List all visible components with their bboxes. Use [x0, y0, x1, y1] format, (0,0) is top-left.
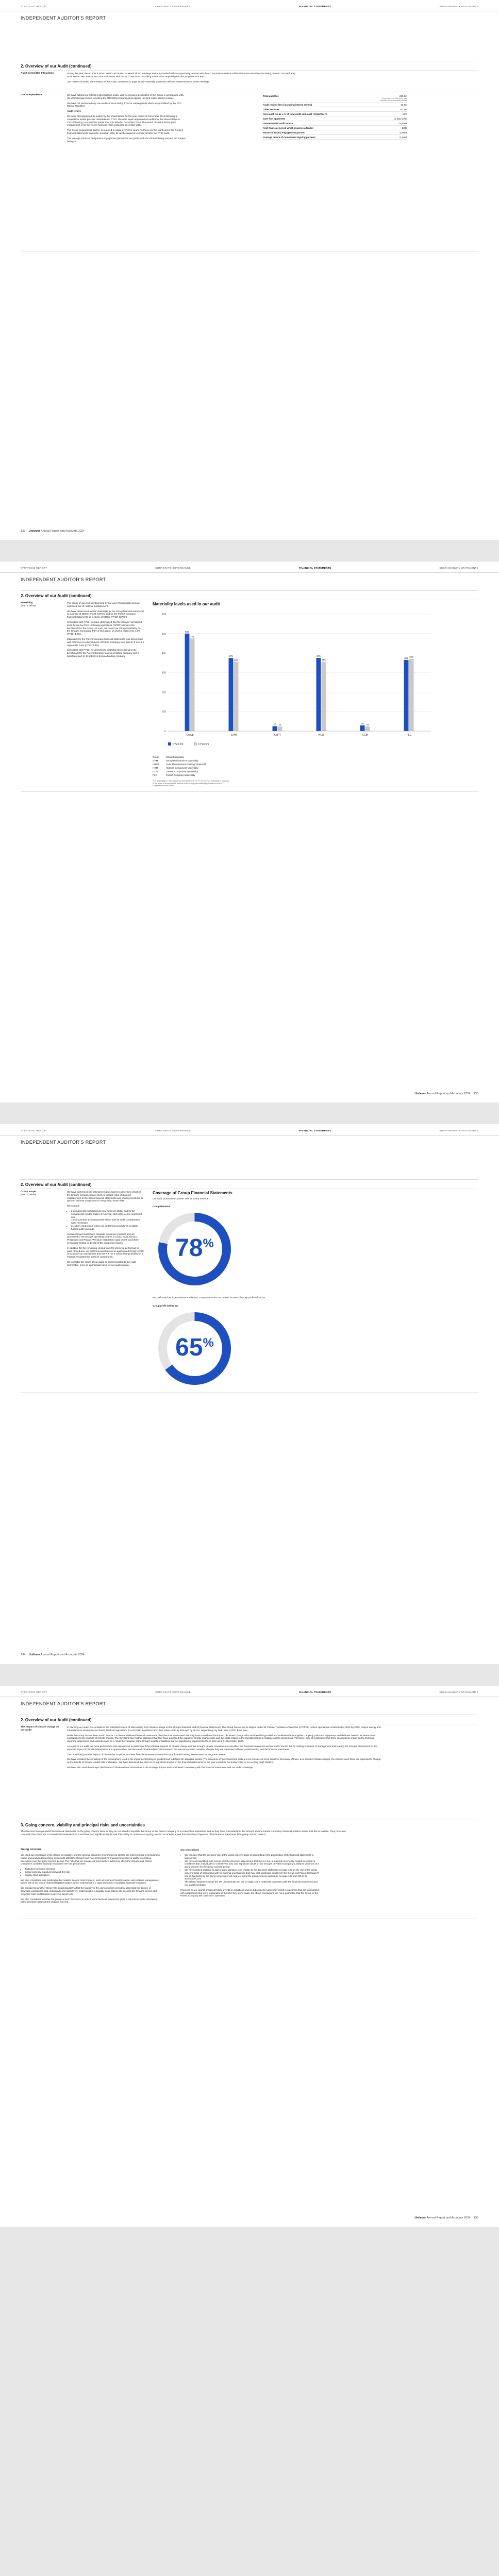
donut2-intro: We performed audit procedures in relation to components that accounted for 65% of Group profit before tax: — [153, 1296, 266, 1299]
legend-entry: HCM Highest Component Materiality — [153, 767, 198, 769]
page-title: INDEPENDENT AUDITOR'S REPORT — [21, 1140, 106, 1145]
legend-swatch — [194, 742, 197, 745]
conclusions-text: • We consider that the directors' use of the going concern basis of accounting in the preparation of the financial statements is appropriate; • We have not identified, and concur with the directors' assessment that there is not, a material uncertainty related to events or conditions that, individually or collectively, may cast significant doubt on the Group's or Parent Company's ability to continue as a going concern for the going concern period; • We have nothing material to add or draw attention to in relation to the directors' statement on page 120 on the use of the going concern basis of accounting with no material uncertainties that may cast significant doubt over the Group and Parent Company's use of that basis for the going concern period, and we found the going concern disclosure on page 142 and 155 to be acceptable; and • The related statement under the UK Listing Rules set out on page 120 is materially consistent with the financial statements and our audit knowledge. However, as we cannot predict all future events or conditions and as subsequent events may result in outcomes that are inconsistent with judgements that were reasonable at the time they were made, the above conclusions are not a guarantee that the Group or the Parent Company will continue in operation. — [180, 1854, 320, 1900]
chart-legend-abbreviations — [153, 755, 206, 777]
audit-committee-text: During the year, the AC met 9 times. KPMG are invited to attend all AC meetings and are provided with an opportunity to meet with the AC in private sessions without the Executive Directors being present. For each Key Audit Matter, we have set out communications with the AC in section 4, including matters that required particular judgement for each. The matters included in the Report of the Audit Committee on page 86 are materially consistent with our observations of those meetings. — [67, 72, 295, 83]
divider — [21, 1179, 478, 1180]
nav-corporate-governance[interactable]: CORPORATE GOVERNANCE — [155, 567, 191, 569]
bar-group-fy23 — [190, 638, 195, 731]
legend-entry: AMPT Audit Misstatement Posting Threshold — [153, 763, 206, 766]
y-tick-label: 0 — [164, 730, 166, 733]
fee-row: Average tenure of component signing partners 2 years — [263, 135, 407, 139]
nav-sustainability-statements[interactable]: SUSTAINABILITY STATEMENTS — [439, 567, 478, 569]
page-title: INDEPENDENT AUDITOR'S REPORT — [21, 1701, 106, 1706]
legend-label: FY23 €m — [198, 743, 209, 746]
bar-gpm-fy23 — [234, 662, 239, 731]
page-footer: 134 Unilever Annual Report and Accounts 2024 — [21, 1653, 85, 1656]
conclusion-bullets: • We consider that the directors' use of the going concern basis of accounting in the preparation of the financial statements is appropriate; • We have not identified, and concur with the directors' assessment that there is not, a material uncertainty related to events or conditions that, individually or collectively, may cast significant doubt on the Group's or Parent Company's ability to continue as a going concern for the going concern period; • We have nothing material to add or draw attention to in relation to the directors' statement on page 120 on the use of the going concern basis of accounting with no material uncertainties that may cast significant doubt over the Group and Parent Company's use of that basis for the going concern period, and we found the going concern disclosure on page 142 and 155 to be acceptable; and • The related statement under the UK Listing Rules set out on page 120 is materially consistent with the financial statements and our audit knowledge. — [185, 1854, 320, 1887]
nav-financial-statements[interactable]: FINANCIAL STATEMENTS — [298, 567, 331, 569]
data-label: 355 — [322, 658, 326, 662]
report-page-132 — [0, 0, 499, 540]
row-label-audit-committee: Audit Committee Interaction — [21, 72, 54, 75]
data-label: 375 — [229, 655, 233, 658]
row-label-independence: Our independence — [21, 94, 43, 96]
chart-title: Materiality levels used in our audit — [153, 602, 220, 606]
donut2-label: Group profit before tax — [153, 1304, 179, 1307]
bar-lcm-fy23 — [365, 726, 370, 731]
data-label: 25 — [273, 723, 276, 726]
independence-text: We have fulfilled our ethical responsibilities under, and we remain independent of the Group in accordance with, UK ethical requirements including the FRC Ethical Standard as applied to listed public interest entities. We have not performed any non-audit services during FY24 or subsequently which are prohibited by the FRC Ethical Standard. Audit tenure We were first appointed as auditor by the shareholders for the year ended 31 December 2014 following a competitive tender process undertaken in FY13. We were again appointed as auditor by the shareholders in FY22 following a competitive tender that concluded in December 2020. The period of total uninterrupted engagement is for the eleven financial years ended 31 December 2024. The Group engagement partner is required to rotate every five years. As these are the fourth set of the Group's financial statements signed by Jonathan Mills, he will be required to rotate off after the FY25 audit. The average tenure of component engagement partners is two years, with the shortest being one and the longest being six. — [67, 94, 186, 143]
top-navigation — [0, 1129, 499, 1136]
x-tick-label: AMPT — [274, 734, 281, 737]
row-label-group-scope: Group scope (item 7 below) — [21, 1191, 37, 1196]
scope-bullets: • 2 components introduced as new (Unilever Malta) and for 52 components (United States of America) and at the centre significant risk. • 13 components as components where special audit consideration were necessary. • 21 other components where we performed procedures to obtain further audit coverage. — [71, 1210, 144, 1231]
section3-intro: The Directors have prepared the financial statements on the going concern basis as they do not intend to liquidate the Group or the Parent Company or to cease their operations, and as they have concluded that the Group's and the Parent Company's financial position means that this is realistic. They have also concluded that there are no material uncertainties that could have cast significant doubt over their ability to continue as a going concern for at least a year from the date of approval of the financial statements ('the going concern period'). — [21, 1830, 346, 1836]
y-tick-label: 500 — [161, 632, 166, 636]
nav-sustainability-statements[interactable]: SUSTAINABILITY STATEMENTS — [439, 5, 478, 8]
fee-row: Other services €1.6m — [263, 108, 407, 111]
profit-before-tax-donut — [155, 1309, 235, 1388]
nav-corporate-governance[interactable]: CORPORATE GOVERNANCE — [155, 5, 191, 8]
data-label: 356 — [234, 658, 238, 662]
nav-sustainability-statements[interactable]: SUSTAINABILITY STATEMENTS — [439, 1691, 478, 1693]
fee-row: Tenure of Group engagement partner 4 years — [263, 131, 407, 134]
divider — [21, 590, 478, 591]
x-tick-label: Group — [186, 734, 194, 737]
nav-strategic-report[interactable]: STRATEGIC REPORT — [21, 1129, 47, 1132]
bar-plc-fy23 — [409, 659, 414, 731]
section-heading: 2. Overview of our Audit (continued) — [21, 64, 92, 69]
donut1-label: Group Revenue — [153, 1205, 171, 1208]
report-page-135 — [0, 1686, 499, 2227]
y-tick-label: 600 — [161, 613, 166, 616]
x-tick-label: PLC — [406, 734, 412, 737]
report-page-133 — [0, 562, 499, 1103]
bar-hcm-fy23 — [322, 662, 326, 731]
page-title: INDEPENDENT AUDITOR'S REPORT — [21, 15, 106, 21]
nav-financial-statements[interactable]: FINANCIAL STATEMENTS — [298, 5, 331, 8]
nav-strategic-report[interactable]: STRATEGIC REPORT — [21, 5, 47, 8]
fee-row: Total audit fee €39.8m There were no prior year fees included within the tables below — [263, 94, 407, 101]
group-revenue-donut — [155, 1209, 235, 1289]
data-label: 24 — [278, 723, 281, 726]
materiality-bar-chart — [153, 610, 441, 752]
section-heading: 2. Overview of our Audit (continued) — [21, 1718, 92, 1722]
data-label: 500 — [185, 630, 189, 633]
y-tick-label: 400 — [161, 652, 166, 655]
nav-strategic-report[interactable]: STRATEGIC REPORT — [21, 1691, 47, 1693]
data-label: 375 — [317, 655, 321, 658]
fee-row: Next financial period which requires a tender 2034 — [263, 126, 407, 129]
bar-lcm-fy24 — [360, 725, 365, 731]
fee-row: Uninterrupted audit tenure 11 years — [263, 122, 407, 125]
bar-group-fy24 — [185, 634, 190, 731]
legend-entry: PLC Parent Company Materiality — [153, 774, 195, 776]
bar-gpm-fy24 — [229, 658, 234, 731]
page-title: INDEPENDENT AUDITOR'S REPORT — [21, 577, 106, 582]
section-heading: 2. Overview of our Audit (continued) — [21, 594, 92, 598]
bar-ampt-fy24 — [273, 726, 277, 731]
chart-footnote: PLC materiality in FY23 was determined at €370m. For FY24, the PLC materiality is reflective of the lower of its benchmark and that of the Group; the materiality allocated to the PLC component audit is €365m. — [153, 780, 229, 787]
data-label: 475 — [190, 635, 194, 638]
nav-sustainability-statements[interactable]: SUSTAINABILITY STATEMENTS — [439, 1129, 478, 1132]
page-footer: Unilever Annual Report and Accounts 2024 135 — [414, 2216, 478, 2219]
audit-fee-table — [263, 94, 407, 140]
y-tick-label: 300 — [161, 671, 166, 675]
bar-hcm-fy24 — [317, 658, 321, 731]
bar-plc-fy24 — [404, 660, 409, 731]
data-label: 24 — [366, 723, 369, 726]
fee-row: Audit related fees (including interim review) €3.6m — [263, 103, 407, 106]
nav-corporate-governance[interactable]: CORPORATE GOVERNANCE — [155, 1691, 191, 1693]
legend-swatch — [168, 742, 171, 745]
data-label: 370 — [409, 656, 413, 659]
coverage-title: Coverage of Group Financial Statements — [153, 1191, 232, 1195]
x-tick-label: LCM — [362, 734, 368, 737]
nav-strategic-report[interactable]: STRATEGIC REPORT — [21, 567, 47, 569]
row-label-materiality: Materiality (item 6 below) — [21, 602, 37, 607]
page-footer: 132 Unilever Annual Report and Accounts 2024 — [21, 530, 85, 533]
materiality-text: The scope of our work is influenced by our view of materiality and our assessed risk of material misstatement. We have determined overall materiality for the Group financial statements as a whole at €500m (FY23: €475m) and for the Parent Company financial statements as a whole at €365m (FY23: €370m). Consistent with FY23, we have determined that the Group's normalised profit before tax from continuing operations ('NPBT') remains the benchmark for the Group. As such, we based our Group materiality on the Group's normalised PBT of €10,182m, of which it represents 4.9% (FY23: 4.8%). Materiality for the Parent Company financial statements was determined with reference to a benchmark of Parent Company total assets of which it represents 0.4% (FY23: 0.4%). Consistent with FY23, we determined that total assets remains the benchmark for the Parent Company as it is a holding company and a significant part of its activity is being a holding company. — [67, 602, 144, 657]
nav-financial-statements[interactable]: FINANCIAL STATEMENTS — [298, 1691, 331, 1693]
top-navigation — [0, 1691, 499, 1697]
nav-corporate-governance[interactable]: CORPORATE GOVERNANCE — [155, 1129, 191, 1132]
fee-row: Non-audit fee as a % of total audit and audit related fee % 13% — [263, 112, 407, 115]
legend-entry: Group Group Materiality — [153, 756, 184, 758]
conclusions-heading: Our conclusions — [180, 1849, 199, 1851]
climate-text: In planning our audit, we considered the potential impacts of risks arising from climate change on the Group's business and its financial statements. The Group has set out its targets under its Climate Transition Action Plan (CTAP) to reduce operational emissions by 100% by 2030, reduce energy and industrial GHG emissions and forest, land and agriculture (FLAG) GHG emissions from their value chain by 42% and by 30.3%, respectively, by 2030 from a 2021 base year. While the Group has not been static, in note 1 to the consolidated financial statements, the Directors have stated that they have considered the impact of climate change risks and identified goodwill and indefinite-life intangibles, property, plant and equipment and deferred taxation as assets most susceptible to the impacts of climate change. The Directors have further disclosed that they have assessed the impact of climate change risks and the costs related to the transitional risk to mitigate carbon-linked risks. Therefore, they do not believe that there is a material impact on the financial reporting judgements and estimates and as a result the valuation of the Group's assets or liabilities are not significantly impacted by these risks as at 31 December 2024. As a part of our audit, we have performed a risk assessment to determine if the potential impacts of climate change and the Group's climate commitments may affect the financial statements and our audit. We did this by making enquiries of management and reading the Group's assessment of the potential impact of climate-related risks and opportunities. We also read climate-related disclosures in the Annual Report to consider whether they are consistent with our understanding and the financial statements. The most likely potential impact of climate risk on prices on these financial statements would be in the forward looking assessments of long-term assets. We have included the sensitivity of the assumptions used in the impairment testing of goodwill and indefinite life intangible assets. The outcomes of the impairment tests are not considered to be sensitive, but many of them, as a result of climate change, the Group's cash flows are expected to change as the results of climate-related risks materialise. We have assessed that there is no significant impact on the financial statements for the year ended 31 December 2024 or on our Key Audit Matters. We have also read the Group's disclosure of climate related information in the Strategic Report and considered consistency with the financial statements and our audit knowledge. — [67, 1726, 381, 1769]
x-tick-label: HCM — [318, 734, 325, 737]
going-concern-heading: Going concern — [21, 1848, 41, 1851]
top-navigation — [0, 567, 499, 573]
going-concern-text: We used our knowledge of the Group, its industry, and the general economic environment to identify the inherent risks to its business model and analysed how those risks might affect the Group's and Parent Company's financial resources or ability to continue operations over the going concern period. The risks that we considered most likely to adversely affect the Group's and Parent Company's available financial resources over this period were: • Turbulent consumer demand • Digital currency exposures beyond the hub • Supply chain disruption We also considered less predictable but realistic second order impacts, such as business transformation, and portfolio management-based risk of the loss of material litigation matters which could result in a rapid reduction of available financial resources. We considered whether these risks could plausibly affect the liquidity in the going concern period by assessing the degree of downside assumption that, individually and collectively, could result in a liquidity issue, taking into account the Group's current and projected cash and facilities (a reverse stress test). We also considered whether the going concern disclosure in note 1 to the financial statements gives a full and accurate description of the directors' assessment of going concern. — [21, 1854, 160, 1906]
nav-financial-statements[interactable]: FINANCIAL STATEMENTS — [298, 1129, 331, 1132]
donut1-value: 78% — [175, 1234, 214, 1262]
group-scope-text: We have performed risk assessment procedures to determine which of the Group's components are likely to include risks of material misstatement to the Group financial statements and which procedures to perform at these components to respond to those risks. We scoped: • 2 components introduced as new (Unilever Malta) and for 52 components (United States of America) and at the centre significant risk. • 13 components as components where special audit consideration were necessary. • 21 other components where we performed procedures to obtain further audit coverage. Certain Group transactions originate in various countries and are processed in the Group's operating centres in China, India, Mexico, Philippines and Poland. We have established audit teams to perform centralised testing on behalf of the component teams. In addition, for the remaining components for which we performed no audit procedures, we performed analysis on an aggregated Group level to re-examine our assessment that there is not a reasonable possibility of a material misstatement in these components. We consider the scope of our audit, as communicated to the Audit Committee, to be an appropriate basis for our audit opinion. — [67, 1191, 144, 1269]
legend-entry: LCM Lowest Component Materiality — [153, 770, 198, 773]
y-tick-label: 200 — [161, 691, 166, 694]
legend-label: FY24 €m — [173, 743, 184, 746]
section-heading: 2. Overview of our Audit (continued) — [21, 1182, 92, 1187]
row-label-climate: The impact of climate change on our Audit — [21, 1726, 59, 1732]
bar-ampt-fy23 — [278, 726, 282, 731]
data-label: 29 — [361, 722, 364, 725]
top-navigation — [0, 5, 499, 11]
section3-heading: 3. Going concern, viability and principal risks and uncertainties — [21, 1823, 145, 1827]
page-footer: Unilever Annual Report and Accounts 2024 133 — [414, 1092, 478, 1095]
y-tick-label: 100 — [161, 710, 166, 714]
donut2-value: 65% — [175, 1334, 214, 1361]
fee-row: Date first appointed 14 May 2014 — [263, 117, 407, 120]
coverage-note: Our audit procedures covered 78% of Group revenue: — [153, 1197, 209, 1200]
report-page-134 — [0, 1124, 499, 1664]
x-tick-label: GPM — [230, 734, 237, 737]
data-label: 365 — [404, 656, 408, 659]
risk-bullets: • Turbulent consumer demand • Digital currency exposures beyond the hub • Supply chain disruption — [25, 1868, 160, 1876]
legend-entry: GPM Group Performance Materiality — [153, 759, 198, 762]
